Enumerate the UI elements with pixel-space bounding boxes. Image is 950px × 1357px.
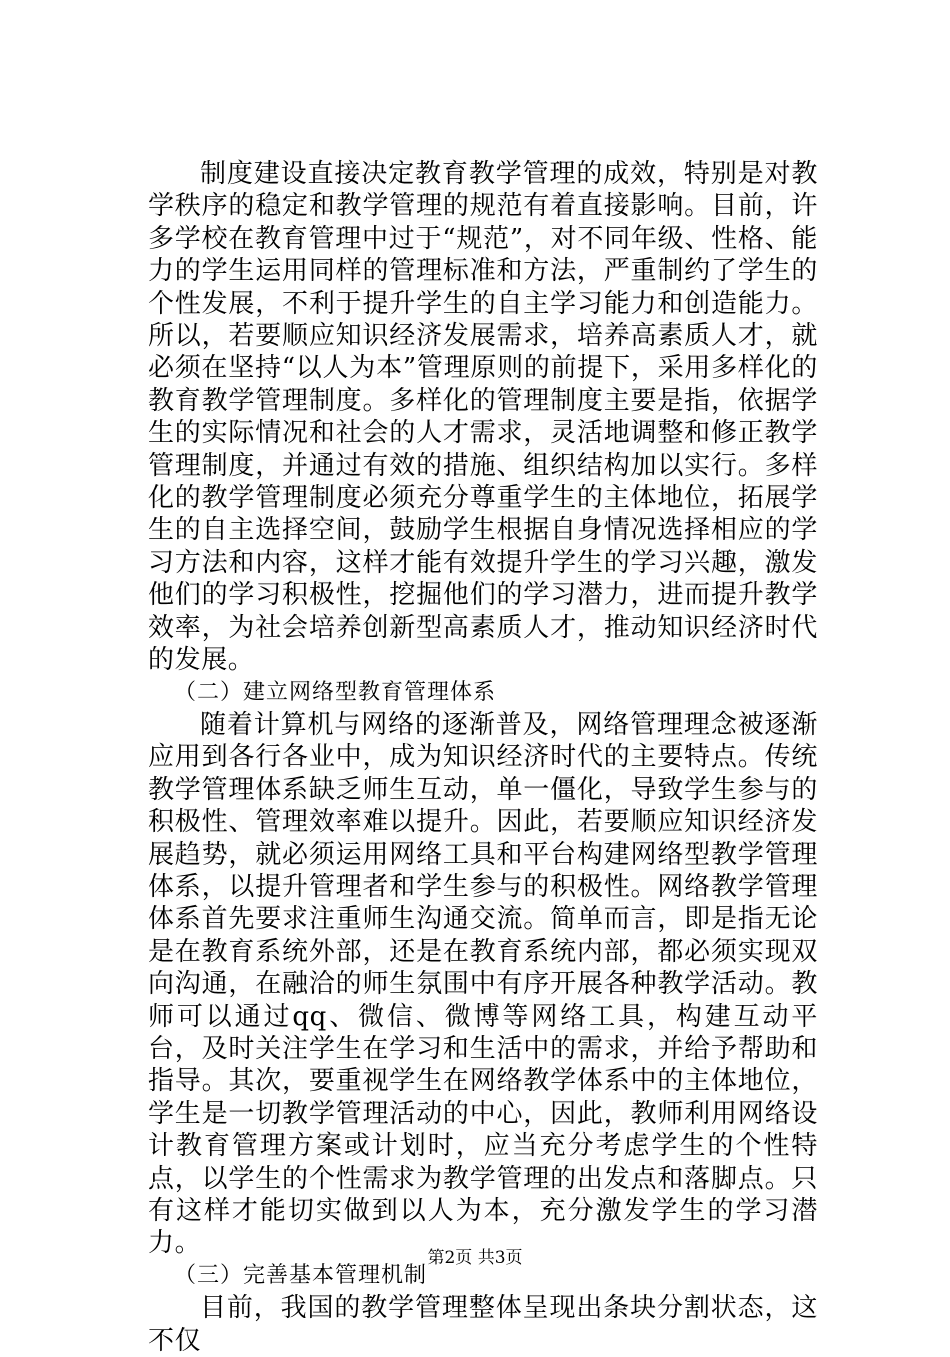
page-footer: 第2页 共3页 — [427, 1248, 523, 1268]
document-body — [148, 158, 818, 1357]
paragraph-institutional-construction: 制度建设直接决定教育教学管理的成效，特别是对教学秩序的稳定和教学管理的规范有着直接影响。目前，许多学校在教育管理中过于“规范”，对不同年级、性格、能力的学生运用同样的管理标准和方法，严重制约了学生的个性发展，不利于提升学生的自主学习能力和创造能力。所以，若要顺应知识经济发展需求，培养高素质人才，就必须在坚持“以人为本”管理原则的前提下，采用多样化的教育教学管理制度。多样化的管理制度主要是指，依据学生的实际情况和社会的人才需求，灵活地调整和修正教学管理制度，并通过有效的措施、组织结构加以实行。多样化的教学管理制度必须充分尊重学生的主体地位，拓展学生的自主选择空间，鼓励学生根据自身情况选择相应的学习方法和内容，这样才能有效提升学生的学习兴趣，激发他们的学习积极性，挖掘他们的学习潜力，进而提升教学效率，为社会培养创新型高素质人才，推动知识经济时代的发展。 — [148, 159, 818, 676]
paragraph-network-management: 随着计算机与网络的逐渐普及，网络管理理念被逐渐应用到各行各业中，成为知识经济时代的主要特点。传统教学管理体系缺乏师生互动，单一僵化，导致学生参与的积极性、管理效率难以提升。因此，若要顺应知识经济发展趋势，就必须运用网络工具和平台构建网络型教学管理体系，以提升管理者和学生参与的积极性。网络教学管理体系首先要求注重师生沟通交流。简单而言，即是指无论是在教育系统外部，还是在教育系统内部，都必须实现双向沟通，在融洽的师生氛围中有序开展各种教学活动。教师可以通过qq、微信、微博等网络工具，构建互动平台，及时关注学生在学习和生活中的需求，并给予帮助和指导。其次，要重视学生在网络教学体系中的主体地位，学生是一切教学管理活动的中心，因此，教师利用网络设计教育管理方案或计划时，应当充分考虑学生的个性特点，以学生的个性需求为教学管理的出发点和落脚点。只有这样才能切实做到以人为本，充分激发学生的学习潜力。 — [148, 709, 818, 1259]
section-heading-network-management: （二）建立网络型教育管理体系 — [174, 679, 497, 705]
section-heading-basic-mechanism: （三）完善基本管理机制 — [174, 1262, 428, 1288]
paragraph-basic-mechanism: 目前，我国的教学管理整体呈现出条块分割状态，这不仅 — [148, 1293, 818, 1356]
